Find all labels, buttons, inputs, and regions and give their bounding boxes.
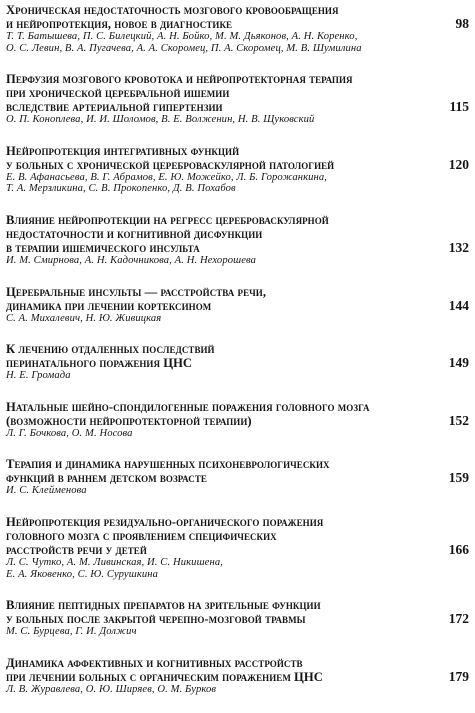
toc-entry[interactable] bbox=[6, 598, 469, 638]
entry-title: Терапия и динамика нарушенных психоневрологических функций в раннем детском возрасте bbox=[6, 457, 330, 486]
entry-authors: И. М. Смирнова, А. Н. Кадочникова, А. Н. Нехорошева bbox=[6, 254, 257, 266]
entry-title: Церебральные инсульты — расстройства речи, динамика при лечении кортексином bbox=[6, 284, 267, 313]
page-number: 166 bbox=[448, 541, 469, 557]
entry-authors: Л. Г. Бочкова, О. М. Носова bbox=[6, 427, 133, 439]
entry-authors: Т. Т. Батышева, П. С. Билецкий, А. Н. Бойко, М. М. Дьяконов, А. Н. Коренко, О. С. Левин, В. А. Пугачева, А. А. Скоромец, П. А. Скоромец, М. В. Шумилина bbox=[6, 31, 362, 54]
toc-entry[interactable] bbox=[6, 342, 469, 382]
page-number: 179 bbox=[448, 668, 469, 684]
toc-entry[interactable] bbox=[6, 656, 469, 696]
toc-entry[interactable] bbox=[6, 144, 469, 195]
entry-title: Перфузия мозгового кровотока и нейропротекторная терапия при хронической церебральной ишемии вследствие артериальной гипертензии bbox=[6, 72, 353, 115]
toc-entry[interactable] bbox=[6, 457, 469, 497]
toc-entry[interactable] bbox=[6, 213, 469, 267]
entry-authors: И. С. Клейменова bbox=[6, 485, 87, 497]
entry-title: Нейропротекция резидуально-органического поражения головного мозга с проявлением специфических расстройств речи у детей bbox=[6, 514, 324, 557]
page-number: 132 bbox=[448, 239, 469, 255]
toc-entry[interactable] bbox=[6, 515, 469, 580]
page-number: 98 bbox=[455, 16, 469, 31]
toc-entry[interactable] bbox=[6, 72, 469, 126]
toc-entry[interactable] bbox=[6, 285, 469, 325]
entry-title: Влияние пептидных препаратов на зрительные функции у больных после закрытой черепно-мозговой травмы bbox=[6, 598, 321, 627]
page-number: 172 bbox=[448, 611, 469, 627]
entry-authors: О. П. Коноплева, И. И. Шоломов, В. Е. Волженин, Н. В. Щуковский bbox=[6, 114, 315, 126]
page-number: 159 bbox=[448, 470, 469, 486]
entry-authors: Е. В. Афанасьева, В. Г. Абрамов, Е. Ю. Можейко, Л. Б. Горожанкина, Т. А. Мерзликина, С. В. Прокопенко, Д. В. Похабов bbox=[6, 171, 328, 195]
toc-entry[interactable] bbox=[6, 400, 469, 440]
entry-title: К лечению отдаленных последствий перинатального поражения ЦНС bbox=[6, 342, 215, 371]
toc-entry[interactable] bbox=[6, 3, 469, 54]
page-number: 144 bbox=[448, 297, 469, 313]
entry-authors: Л. С. Чутко, А. М. Ливинская, И. С. Никишена, Е. А. Яковенко, С. Ю. Сурушкина bbox=[6, 556, 223, 580]
page-number: 149 bbox=[448, 355, 469, 371]
page-number: 115 bbox=[449, 99, 469, 115]
entry-authors: М. С. Бурцева, Г. И. Должич bbox=[6, 626, 137, 638]
entry-title: Динамика аффективных и когнитивных расстройств при лечении больных с органическим поражением ЦНС bbox=[6, 655, 323, 684]
entry-authors: С. А. Михалевич, Н. Ю. Живицкая bbox=[6, 312, 162, 324]
table-of-contents bbox=[6, 3, 469, 713]
entry-authors: Н. Е. Громада bbox=[6, 370, 71, 382]
entry-authors: Л. В. Журавлева, О. Ю. Ширяев, О. М. Бурков bbox=[6, 683, 217, 695]
page-number: 120 bbox=[448, 156, 469, 172]
entry-title: Нейропротекция интегративных функций у больных с хронической цереброваскулярной патологией bbox=[6, 143, 335, 172]
entry-title: Влияние нейропротекции на регресс цереброваскулярной недостаточности и когнитивной дисфункции в терапии ишемического инсульта bbox=[6, 212, 329, 255]
page-number: 152 bbox=[448, 412, 469, 428]
entry-title: Натальные шейно-спондилогенные поражения головного мозга (возможности нейропротекторной терапии) bbox=[6, 399, 370, 428]
entry-title: Хроническая недостаточность мозгового кровообращения и нейропротекция, новое в диагностике bbox=[6, 3, 339, 31]
